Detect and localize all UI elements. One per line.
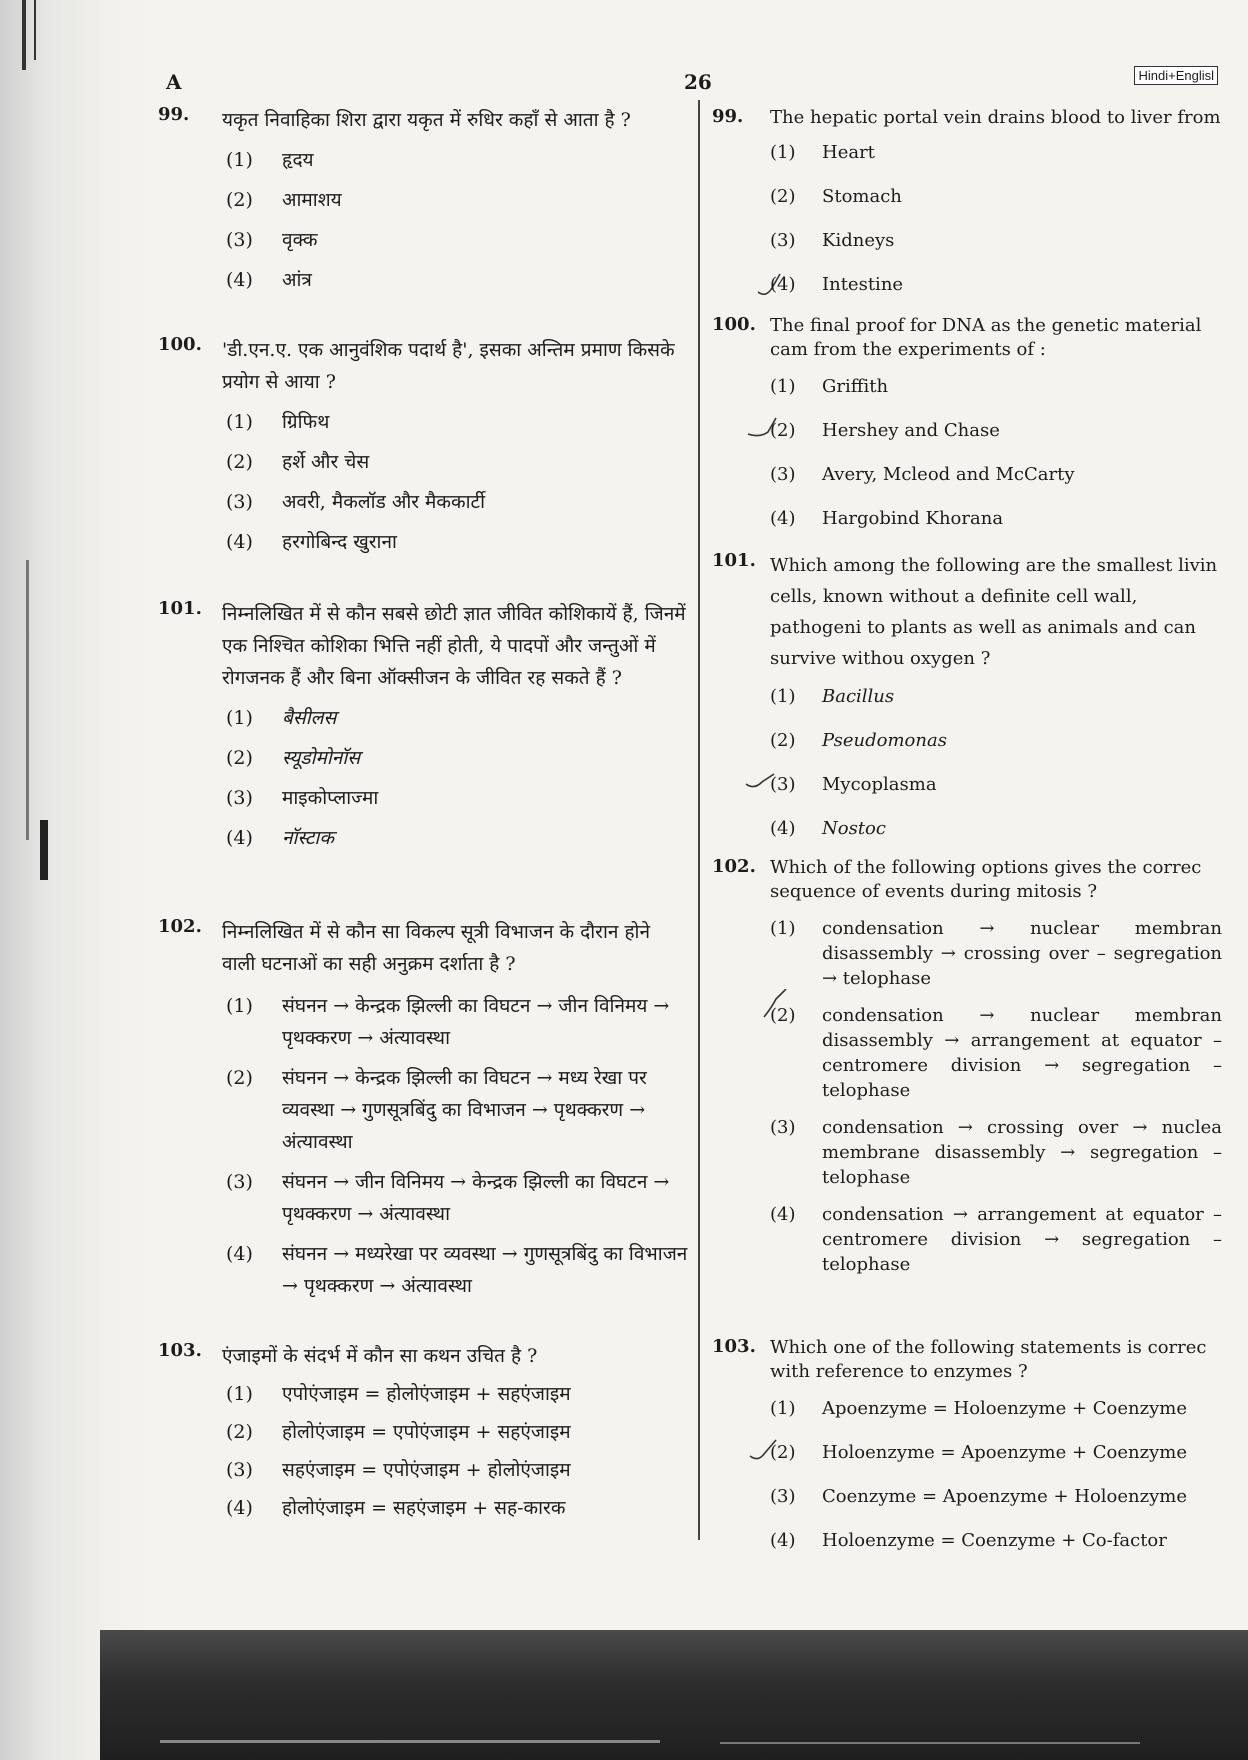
option <box>226 406 688 438</box>
option <box>226 1454 688 1486</box>
question-number: 102. <box>158 916 202 937</box>
option-text: Kidneys <box>822 230 895 251</box>
question-number: 100. <box>158 334 202 355</box>
option <box>226 1062 688 1158</box>
option <box>226 822 688 854</box>
option-number: (1) <box>226 411 253 433</box>
question-stem: निम्नलिखित में से कौन सबसे छोटी ज्ञात जीवित कोशिकायें हैं, जिनमें एक निश्चित कोशिका भित्ति नहीं होती, ये पादपों और जन्तुओं में रोगजनक हैं और बिना ऑक्सीजन के जीवित रह सकते हैं ? <box>222 603 686 689</box>
option-number: (2) <box>770 186 796 207</box>
option <box>770 1484 1222 1516</box>
option <box>226 184 688 216</box>
option <box>770 916 1222 991</box>
scan-speck <box>720 1742 1140 1744</box>
option <box>770 816 1222 848</box>
question <box>158 1340 688 1524</box>
option <box>770 418 1222 450</box>
option-text: Griffith <box>822 376 889 397</box>
option-text: माइकोप्लाज्मा <box>282 787 379 809</box>
option-text: Heart <box>822 142 875 163</box>
option-text: हर्शे और चेस <box>282 451 370 473</box>
option-number: (3) <box>226 1459 253 1481</box>
option <box>770 728 1222 760</box>
option-text: Bacillus <box>822 686 895 707</box>
language-badge: Hindi+Englisl <box>1134 66 1218 85</box>
option-number: (4) <box>770 1530 796 1551</box>
scan-streak <box>34 0 36 60</box>
option-text: नॉस्टाक <box>282 827 334 849</box>
option-text: condensation → nuclear membran disassembly → arrangement at equator – centromere division → segregation – telophase <box>822 1005 1222 1101</box>
option-number: (1) <box>770 376 796 397</box>
option <box>770 1440 1222 1472</box>
option <box>226 1416 688 1448</box>
option-number: (1) <box>770 1398 796 1419</box>
question <box>712 314 1222 538</box>
option-number: (3) <box>770 464 796 485</box>
page-number: 26 <box>684 70 712 94</box>
question-number: 101. <box>712 550 756 571</box>
question-stem: निम्नलिखित में से कौन सा विकल्प सूत्री विभाजन के दौरान होने वाली घटनाओं का सही अनुक्रम दर्शाता है ? <box>222 921 651 975</box>
option-text: बैसीलस <box>282 707 337 729</box>
option-text: अवरी, मैकलॉड और मैककार्टी <box>282 491 486 513</box>
option <box>770 272 1222 304</box>
option-number: (2) <box>226 189 253 211</box>
option-number: (2) <box>226 1067 253 1089</box>
option-text: Coenzyme = Apoenzyme + Holoenzyme <box>822 1486 1188 1507</box>
option-number: (3) <box>770 774 796 795</box>
option-number: (4) <box>226 531 253 553</box>
option-number: (3) <box>226 787 253 809</box>
option-number: (4) <box>226 1243 253 1265</box>
option-text: Hargobind Khorana <box>822 508 1004 529</box>
option-text: Avery, Mcleod and McCarty <box>822 464 1075 485</box>
option-number: (2) <box>770 1005 796 1026</box>
option-number: (2) <box>770 1442 796 1463</box>
option <box>226 486 688 518</box>
option <box>226 264 688 296</box>
option <box>226 144 688 176</box>
option <box>770 1202 1222 1277</box>
scan-streak <box>40 820 48 880</box>
binding-shadow <box>0 0 150 1760</box>
option <box>226 1492 688 1524</box>
option <box>770 684 1222 716</box>
option <box>226 526 688 558</box>
option-number: (2) <box>770 730 796 751</box>
option-number: (1) <box>226 149 253 171</box>
option-number: (3) <box>770 1486 796 1507</box>
question <box>158 916 688 1302</box>
option-number: (4) <box>226 269 253 291</box>
option <box>770 462 1222 494</box>
option-number: (4) <box>770 508 796 529</box>
scan-speck <box>160 1740 660 1743</box>
option <box>226 990 688 1054</box>
option-text: ग्रिफिथ <box>282 411 330 433</box>
question-stem: 'डी.एन.ए. एक आनुवंशिक पदार्थ है', इसका अन्तिम प्रमाण किसके प्रयोग से आया ? <box>222 339 675 393</box>
option-text: condensation → nuclear membran disassembly → crossing over – segregation → telophase <box>822 918 1222 989</box>
question-number: 103. <box>158 1340 202 1361</box>
option-text: आमाशय <box>282 189 342 211</box>
option <box>226 742 688 774</box>
option-number: (1) <box>770 142 796 163</box>
option-text: सहएंजाइम = एपोएंजाइम + होलोएंजाइम <box>282 1459 571 1481</box>
question-stem: Which of the following options gives the correc sequence of events during mitosis ? <box>770 857 1202 902</box>
option-text: स्यूडोमोनॉस <box>282 747 361 769</box>
option <box>770 184 1222 216</box>
option-text: condensation → arrangement at equator – centromere division → segregation – telophase <box>822 1204 1222 1275</box>
question-number: 103. <box>712 1336 756 1357</box>
option-number: (4) <box>226 827 253 849</box>
question <box>712 856 1222 1277</box>
option <box>226 224 688 256</box>
question-number: 100. <box>712 314 756 335</box>
option-number: (2) <box>770 420 796 441</box>
question-stem: Which among the following are the smallest livin cells, known without a definite cell wall, pathogeni to plants as well as animals and can survive withou oxygen ? <box>770 555 1218 669</box>
option-number: (4) <box>770 818 796 839</box>
option-number: (4) <box>226 1497 253 1519</box>
option-number: (4) <box>770 274 796 295</box>
column-divider <box>698 100 700 1540</box>
option-number: (1) <box>226 707 253 729</box>
question-stem: The hepatic portal vein drains blood to liver from <box>770 107 1221 128</box>
option-number: (3) <box>226 491 253 513</box>
option-number: (1) <box>770 686 796 707</box>
option-text: वृक्क <box>282 229 318 251</box>
option-number: (1) <box>226 995 253 1017</box>
option-text: संघनन → केन्द्रक झिल्ली का विघटन → जीन विनिमय → पृथक्करण → अंत्यावस्था <box>282 995 670 1049</box>
option-text: Hershey and Chase <box>822 420 1000 441</box>
scan-bottom-band <box>100 1630 1248 1760</box>
question-number: 99. <box>712 106 744 127</box>
option-text: Pseudomonas <box>822 730 947 751</box>
option <box>770 1115 1222 1190</box>
option <box>226 1238 688 1302</box>
option <box>770 772 1222 804</box>
option-number: (4) <box>770 1204 796 1225</box>
question-number: 102. <box>712 856 756 877</box>
option-number: (2) <box>226 1421 253 1443</box>
option <box>770 1528 1222 1560</box>
option <box>226 1378 688 1410</box>
question <box>158 334 688 558</box>
option-text: Holoenzyme = Coenzyme + Co-factor <box>822 1530 1167 1551</box>
option-text: होलोएंजाइम = एपोएंजाइम + सहएंजाइम <box>282 1421 571 1443</box>
option-text: हरगोबिन्द खुराना <box>282 531 397 553</box>
option <box>226 1166 688 1230</box>
option-text: Apoenzyme = Holoenzyme + Coenzyme <box>822 1398 1188 1419</box>
question <box>158 104 688 296</box>
option <box>770 506 1222 538</box>
question <box>712 1336 1222 1560</box>
option-text: Intestine <box>822 274 904 295</box>
series-label: A <box>166 70 182 94</box>
option <box>770 140 1222 172</box>
option-text: संघनन → केन्द्रक झिल्ली का विघटन → मध्य रेखा पर व्यवस्था → गुणसूत्रबिंदु का विभाजन → पृथक्करण → अंत्यावस्था <box>282 1067 647 1153</box>
question-stem: Which one of the following statements is correc with reference to enzymes ? <box>770 1337 1207 1382</box>
option-number: (3) <box>770 230 796 251</box>
question <box>158 598 688 854</box>
question <box>712 550 1222 848</box>
option-text: संघनन → मध्यरेखा पर व्यवस्था → गुणसूत्रबिंदु का विभाजन → पृथक्करण → अंत्यावस्था <box>282 1243 688 1297</box>
option <box>770 374 1222 406</box>
option-number: (3) <box>226 1171 253 1193</box>
option <box>770 1396 1222 1428</box>
option-number: (1) <box>226 1383 253 1405</box>
option-text: एपोएंजाइम = होलोएंजाइम + सहएंजाइम <box>282 1383 571 1405</box>
option-text: Stomach <box>822 186 902 207</box>
option-text: आंत्र <box>282 269 312 291</box>
option <box>226 446 688 478</box>
option-text: हृदय <box>282 149 314 171</box>
option-text: condensation → crossing over → nuclea membrane disassembly → segregation – telophase <box>822 1117 1222 1188</box>
option <box>226 782 688 814</box>
question-number: 99. <box>158 104 190 125</box>
option-number: (3) <box>226 229 253 251</box>
question-number: 101. <box>158 598 202 619</box>
option <box>770 1003 1222 1103</box>
option-number: (2) <box>226 451 253 473</box>
scan-streak <box>22 0 26 70</box>
option-text: संघनन → जीन विनिमय → केन्द्रक झिल्ली का विघटन → पृथक्करण → अंत्यावस्था <box>282 1171 670 1225</box>
question-stem: The final proof for DNA as the genetic material cam from the experiments of : <box>770 315 1202 360</box>
option-text: Holoenzyme = Apoenzyme + Coenzyme <box>822 1442 1188 1463</box>
option-number: (3) <box>770 1117 796 1138</box>
option-number: (2) <box>226 747 253 769</box>
question <box>712 106 1222 304</box>
option <box>226 702 688 734</box>
question-stem: एंजाइमों के संदर्भ में कौन सा कथन उचित है ? <box>222 1345 538 1367</box>
scan-streak <box>26 560 29 840</box>
option-text: Nostoc <box>822 818 886 839</box>
option <box>770 228 1222 260</box>
option-text: होलोएंजाइम = सहएंजाइम + सह-कारक <box>282 1497 566 1519</box>
question-stem: यकृत निवाहिका शिरा द्वारा यकृत में रुधिर कहाँ से आता है ? <box>222 109 631 131</box>
option-text: Mycoplasma <box>822 774 937 795</box>
option-number: (1) <box>770 918 796 939</box>
